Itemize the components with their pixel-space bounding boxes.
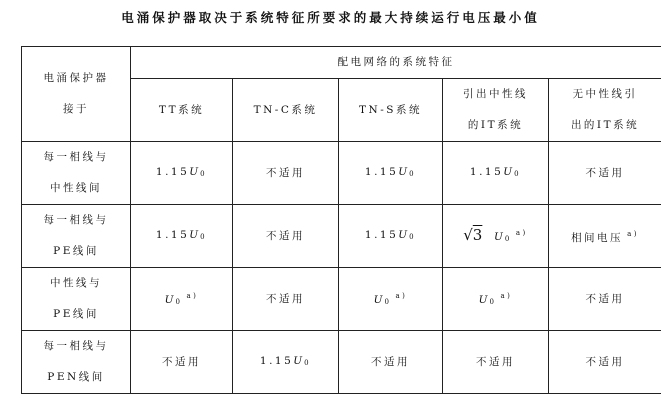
value-cell-tt [131, 331, 233, 394]
header-row-group [22, 47, 661, 79]
value-cell-tn-s [339, 268, 443, 331]
value-cell-tn-c [233, 142, 339, 205]
voltage-symbol: U [478, 293, 490, 306]
value-cell-tt [131, 268, 233, 331]
cell-text: 不适用 [266, 229, 305, 242]
voltage-symbol: U [494, 230, 505, 243]
voltage-subscript: 0 [304, 358, 312, 367]
coefficient: 1.15 [259, 354, 294, 367]
cell-text: 不适用 [162, 355, 201, 368]
table-row [22, 205, 661, 268]
value-cell-tn-c [233, 268, 339, 331]
cell-text: 不适用 [585, 355, 625, 368]
row-label-line1: 每一相线与 [43, 214, 109, 226]
row-label-cell [22, 142, 131, 205]
value-cell-tn-s [339, 331, 443, 394]
coefficient: 1.15 [364, 165, 399, 178]
voltage-subscript: 0 [514, 169, 522, 178]
value-cell-it-with-neutral [443, 142, 549, 205]
voltage-subscript: 0 [175, 297, 183, 306]
voltage-subscript: 0 [384, 297, 392, 306]
row-label-cell [22, 331, 131, 394]
table-row [22, 268, 661, 331]
footnote-mark: a) [627, 229, 639, 238]
cell-text: 相间电压 [571, 231, 624, 244]
system-header-tt: TT系统 [131, 79, 233, 142]
footnote-mark: a) [515, 228, 528, 237]
cell-text: 不适用 [266, 166, 305, 179]
row-header-line2: 接于 [63, 103, 89, 115]
row-label-line1: 中性线与 [50, 277, 102, 289]
voltage-symbol: U [164, 293, 176, 306]
value-cell-it-without-neutral [549, 268, 661, 331]
table-row [22, 331, 661, 394]
cell-text: 不适用 [585, 292, 625, 305]
voltage-symbol: U [373, 293, 385, 306]
system-header-it-without-neutral: 无中性线引 出的IT系统 [549, 79, 661, 142]
voltage-symbol: U [189, 165, 201, 178]
cell-text: 不适用 [371, 355, 410, 368]
coefficient: 1.15 [155, 165, 190, 178]
voltage-subscript: 0 [409, 232, 417, 241]
value-cell-tn-c [233, 205, 339, 268]
row-label-line2: PEN线间 [47, 371, 105, 383]
cell-text: 不适用 [266, 292, 305, 305]
value-cell-tn-s [339, 142, 443, 205]
voltage-subscript: 0 [200, 169, 208, 178]
value-cell-it-without-neutral [549, 142, 661, 205]
cell-text: 不适用 [476, 355, 515, 368]
voltage-symbol: U [503, 165, 515, 178]
value-cell-tt [131, 205, 233, 268]
footnote-mark: a) [500, 291, 513, 300]
coefficient: 1.15 [155, 228, 190, 241]
value-cell-it-with-neutral [443, 205, 549, 268]
system-group-header: 配电网络的系统特征 [131, 47, 661, 79]
row-label-cell [22, 205, 131, 268]
row-label-line2: PE线间 [53, 245, 99, 257]
row-label-line1: 每一相线与 [43, 151, 109, 163]
voltage-symbol: U [398, 165, 410, 178]
row-label-cell [22, 268, 131, 331]
cell-text: 不适用 [585, 166, 625, 179]
voltage-subscript: 0 [200, 232, 208, 241]
footnote-mark: a) [395, 291, 408, 300]
voltage-symbol: U [398, 228, 410, 241]
voltage-symbol: U [189, 228, 201, 241]
footnote-mark: a) [186, 291, 199, 300]
voltage-subscript: 0 [504, 234, 512, 243]
value-cell-tt [131, 142, 233, 205]
value-cell-it-without-neutral [549, 205, 661, 268]
row-header-line1: 电涌保护器 [43, 72, 109, 84]
voltage-subscript: 0 [489, 297, 497, 306]
spd-voltage-table [21, 46, 661, 394]
coefficient: 1.15 [364, 228, 399, 241]
coefficient: 1.15 [469, 165, 504, 178]
value-cell-it-without-neutral [549, 331, 661, 394]
value-cell-it-with-neutral [443, 331, 549, 394]
value-cell-tn-s [339, 205, 443, 268]
sqrt-radicand: 3 [472, 225, 483, 244]
system-header-tn-c: TN-C系统 [233, 79, 339, 142]
row-label-line2: PE线间 [53, 308, 99, 320]
row-header-cell [22, 47, 131, 142]
row-label-line1: 每一相线与 [43, 340, 109, 352]
table-title: 电涌保护器取决于系统特征所要求的最大持续运行电压最小值 [121, 10, 540, 25]
table-row [22, 142, 661, 205]
sqrt-symbol: √ [463, 225, 473, 244]
voltage-subscript: 0 [409, 169, 417, 178]
system-header-tn-s: TN-S系统 [339, 79, 443, 142]
row-label-line2: 中性线间 [50, 182, 102, 194]
voltage-symbol: U [293, 354, 305, 367]
value-cell-it-with-neutral [443, 268, 549, 331]
system-header-it-with-neutral: 引出中性线 的IT系统 [443, 79, 549, 142]
value-cell-tn-c [233, 331, 339, 394]
